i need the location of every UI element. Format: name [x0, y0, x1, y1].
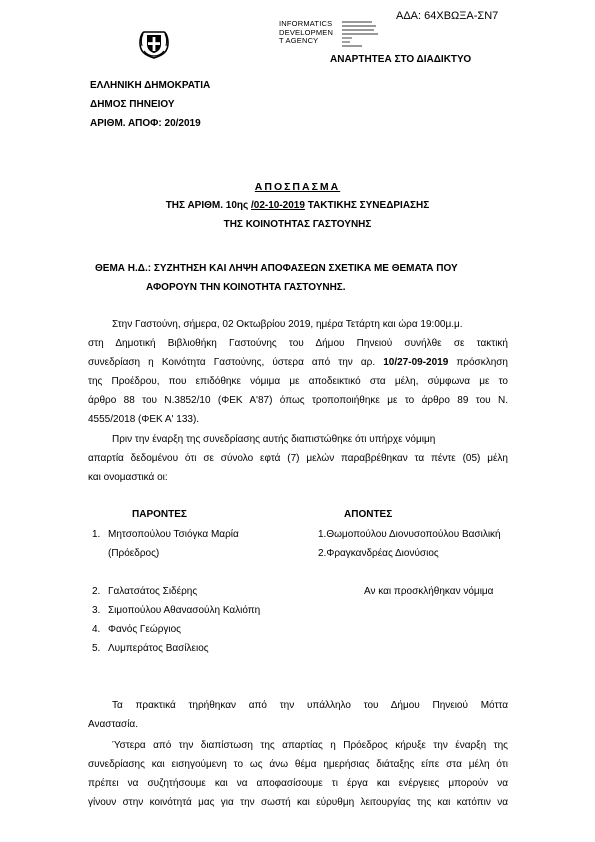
para1-line: άρθρο 88 του Ν.3852/10 (ΦΕΚ Α'87) όπως τροποποιήθηκε με το άρθρο 89 του Ν. [88, 395, 508, 406]
header-decision-number: ΑΡΙΘΜ. ΑΠΟΦ: 20/2019 [90, 118, 201, 129]
absent-note: Αν και προσκλήθηκαν νόμιμα [364, 586, 494, 597]
present-member: Φανός Γεώργιος [108, 624, 181, 635]
present-member: Μητσοπούλου Τσιόγκα Μαρία [108, 529, 239, 540]
para1-line: Στην Γαστούνη, σήμερα, 02 Οκτωβρίου 2019, ημέρα Τετάρτη και ώρα 19:00μ.μ. [112, 319, 463, 330]
para2-line: και ονομαστικά οι: [88, 472, 168, 483]
logo-line: T AGENCY [279, 36, 319, 45]
present-member: Σιμοπούλου Αθανασούλη Καλιόπη [108, 605, 261, 616]
para1-line [88, 357, 508, 368]
informatics-agency-logo [279, 20, 333, 46]
session-subtitle [0, 200, 595, 211]
header-municipality: ΔΗΜΟΣ ΠΗΝΕΙΟΥ [90, 99, 175, 110]
present-member-number: 2. [92, 586, 101, 597]
logo-line: INFORMATICS [279, 19, 333, 28]
para4-line: συνεδρίασης και εισηγούμενη το ως άνω θέμα ημερήσιας διάταξης είπε στα μέλη ότι [88, 759, 508, 770]
present-member-number: 5. [92, 643, 101, 654]
topic-line-2: ΑΦΟΡΟΥΝ ΤΗΝ ΚΟΙΝΟΤΗΤΑ ΓΑΣΤΟΥΝΗΣ. [146, 282, 346, 293]
present-member-role: (Πρόεδρος) [108, 548, 160, 559]
logo-line: DEVELOPMEN [279, 27, 334, 37]
community-subtitle: ΤΗΣ ΚΟΙΝΟΤΗΤΑΣ ΓΑΣΤΟΥΝΗΣ [223, 219, 372, 230]
present-member: Γαλατσάτος Σιδέρης [108, 586, 198, 597]
para3-line: Αναστασία. [88, 719, 138, 730]
session-subtitle-post: ΤΑΚΤΙΚΗΣ ΣΥΝΕΔΡΙΑΣΗΣ [304, 200, 430, 211]
header-republic: ΕΛΛΗΝΙΚΗ ΔΗΜΟΚΡΑΤΙΑ [90, 80, 211, 91]
para1-line: της Προέδρου, που επιδόθηκε νόμιμα με αποδεικτικό στα μέλη, σύμφωνα με το [88, 376, 508, 387]
absent-member: 1.Θωμοπούλου Διονυσοπούλου Βασιλική [318, 529, 501, 540]
document-title: ΑΠΟΣΠΑΣΜΑ [254, 181, 341, 193]
logo-small-print [342, 20, 380, 51]
absent-heading: ΑΠΟΝΤΕΣ [344, 509, 393, 520]
session-date: /02-10-2019 [251, 200, 305, 211]
present-heading: ΠΑΡΟΝΤΕΣ [132, 509, 187, 520]
invitation-number: 10/27-09-2019 [383, 357, 449, 368]
present-member-number: 1. [92, 529, 101, 540]
greek-emblem-icon [136, 25, 172, 61]
session-subtitle-pre: ΤΗΣ ΑΡΙΘΜ. 10ης [165, 200, 251, 211]
para1-line: στη Δημοτική Βιβλιοθήκη Γαστούνης του Δήμου Πηνειού συνήλθε σε τακτική [88, 338, 508, 349]
logo-small-print-lines [342, 20, 380, 50]
para2-line: απαρτία δεδομένου ότι σε σύνολο εφτά (7) μελών παραβρέθηκαν τα πέντε (05) μέλη [88, 453, 508, 464]
para1-line: 4555/2018 (ΦΕΚ Α' 133). [88, 414, 200, 425]
present-member-number: 3. [92, 605, 101, 616]
para4-line: Ύστερα από την διαπίστωση της απαρτίας η Πρόεδρος κήρυξε την έναρξη της [112, 740, 508, 751]
ada-code: ΑΔΑ: 64ΧΒΩΞΑ-ΣΝ7 [396, 10, 499, 22]
present-member-number: 4. [92, 624, 101, 635]
para1-text: συνεδρίαση η Κοινότητα Γαστούνης, ύστερα από την αρ. [88, 357, 384, 368]
para2-line: Πριν την έναρξη της συνεδρίασης αυτής διαπιστώθηκε ότι υπήρχε νόμιμη [112, 434, 436, 445]
para4-line: πρέπει να συζητήσουμε και να αποφασίσουμε τι έργα και ενέργειες μπορούν να [88, 778, 508, 789]
para1-text: πρόσκληση [448, 357, 508, 368]
para3-line: Τα πρακτικά τηρήθηκαν από την υπάλληλο του Δήμου Πηνειού Μόττα [112, 700, 508, 711]
internet-posting-notice: ΑΝΑΡΤΗΤΕΑ ΣΤΟ ΔΙΑΔΙΚΤΥΟ [330, 54, 472, 65]
absent-member: 2.Φραγκανδρέας Διονύσιος [318, 548, 439, 559]
para4-line: γίνουν στην κοινότητά μας για την σωστή και εύρυθμη λειτουργίας της και κατόπιν να [88, 797, 508, 808]
present-member: Λυμπεράτος Βασίλειος [108, 643, 209, 654]
topic-line-1: ΘΕΜΑ Η.Δ.: ΣΥΖΗΤΗΣΗ ΚΑΙ ΛΗΨΗ ΑΠΟΦΑΣΕΩΝ ΣΧΕΤΙΚΑ ΜΕ ΘΕΜΑΤΑ ΠΟΥ [95, 263, 458, 274]
